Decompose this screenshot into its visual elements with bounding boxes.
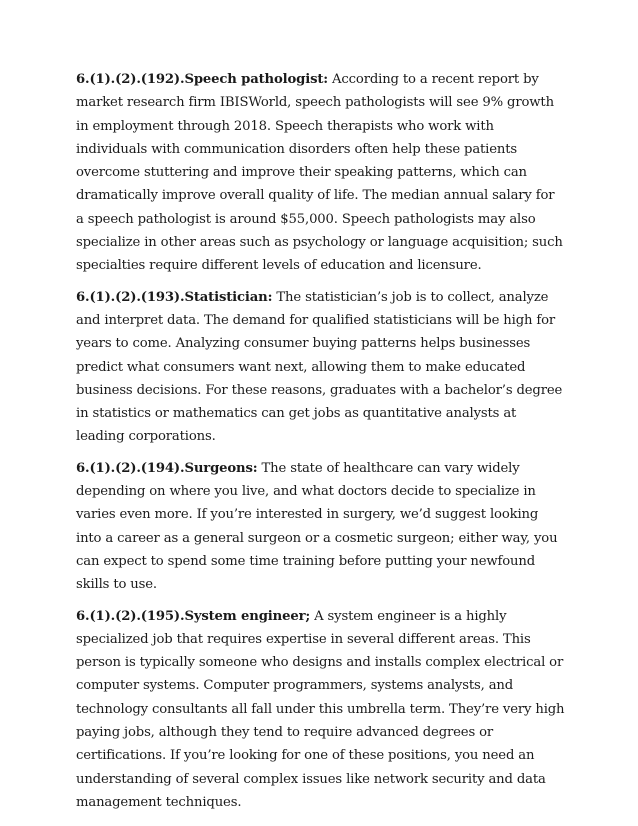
entry-text: According to a recent report by market research firm IBISWorld, speech pathologists will see 9% growth in employment through 2018. Speech therapists who work with individuals with communication disorders often help these patients overcome stuttering and improve their speaking patterns, which can dramatically improve overall quality of life. The median annual salary for a speech pathologist is around $55,000. Speech pathologists may also specialize in other areas such as psychology or language acquisition; such specialties require different levels of education and licensure. xyxy=(76,72,563,274)
entry-text: A system engineer is a highly specialized job that requires expertise in several different areas. This person is typically someone who designs and installs complex electrical or computer systems. Computer programmers, systems analysts, and technology consultants all fall under this umbrella term. They’re very high paying jobs, although they tend to require advanced degrees or certifications. If you’re looking for one of these positions, you need an understanding of several complex issues like network security and data management techniques. xyxy=(76,608,565,810)
entry-heading: 6.(1).(2).(194).Surgeons: xyxy=(76,460,258,476)
entry-system-engineer xyxy=(76,605,566,815)
entry-heading: 6.(1).(2).(192).Speech pathologist: xyxy=(76,72,329,87)
entry-heading: 6.(1).(2).(195).System engineer; xyxy=(76,608,311,624)
entry-heading: 6.(1).(2).(193).Statistician: xyxy=(76,289,273,305)
entry-speech-pathologist xyxy=(76,68,566,278)
entry-text: The state of healthcare can vary widely depending on where you live, and what doctors decide to specialize in varies even more. If you’re interested in surgery, we’d suggest looking into a career as a general surgeon or a cosmetic surgeon; either way, you can expect to spend some time training before putting your newfound skills to use. xyxy=(76,460,558,593)
entry-text: The statistician’s job is to collect, analyze and interpret data. The demand for qualified statisticians will be high for years to come. Analyzing consumer buying patterns helps businesses predict what consumers want next, allowing them to make educated business decisions. For these reasons, graduates with a bachelor’s degree in statistics or mathematics can get jobs as quantitative analysts at leading corporations. xyxy=(76,289,563,445)
document-body xyxy=(76,68,566,822)
entry-statistician xyxy=(76,286,566,449)
entry-surgeons xyxy=(76,457,566,597)
